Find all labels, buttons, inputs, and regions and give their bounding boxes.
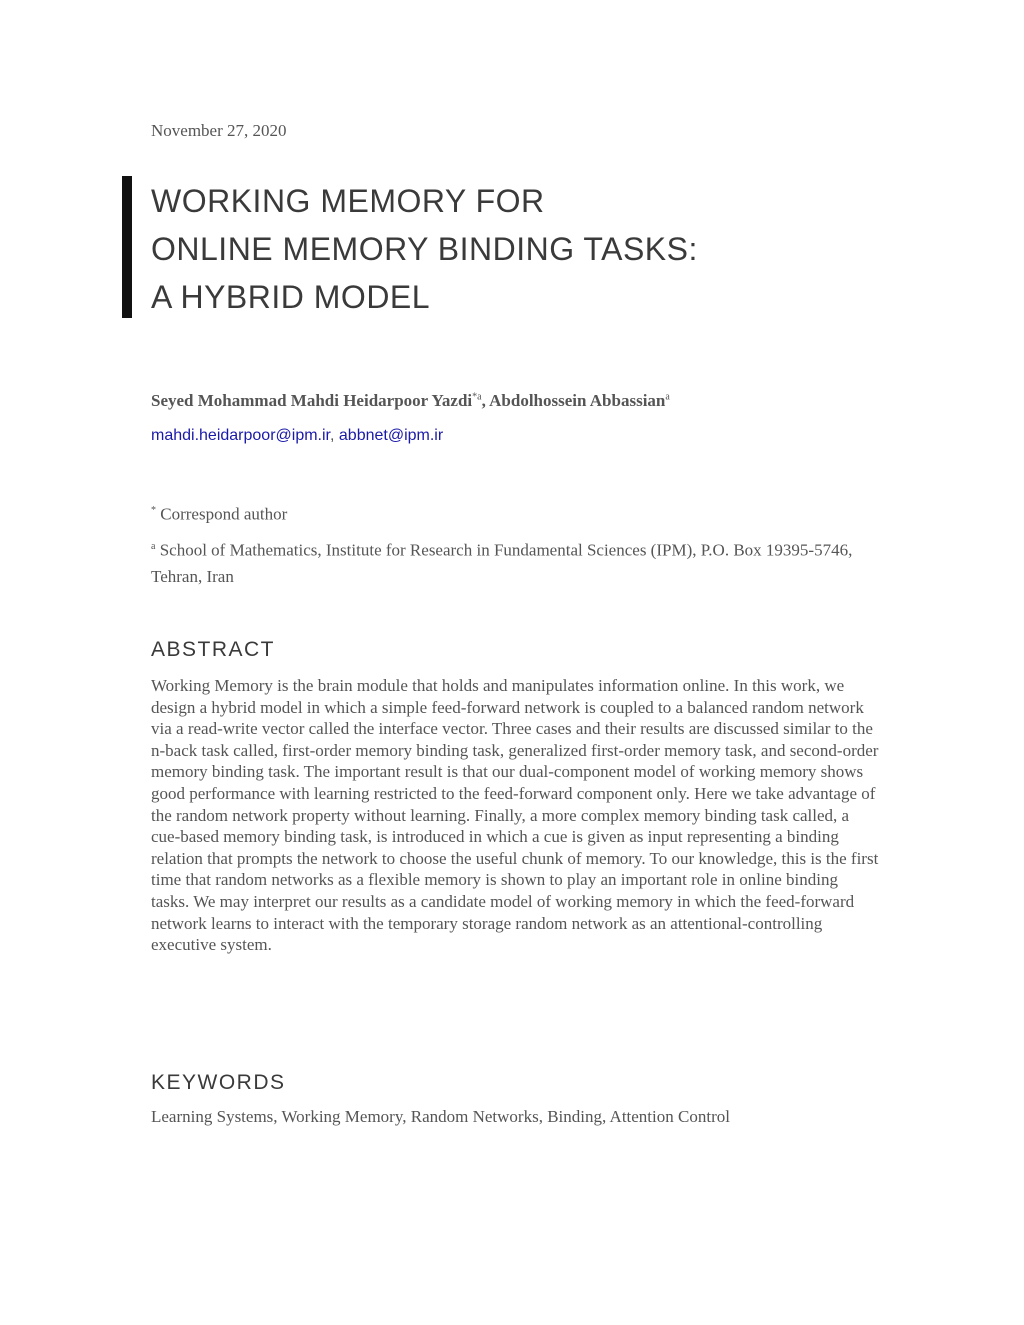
affiliation-mark: a bbox=[151, 541, 156, 552]
author-separator: , bbox=[481, 391, 490, 410]
title-line-2: ONLINE MEMORY BINDING TASKS: bbox=[151, 231, 698, 267]
abstract-body: Working Memory is the brain module that holds and manipulates information online. In this work, we design a hybrid model in which a simple feed-forward network is coupled to a balanced random network via a read-write vector called the interface vector. Three cases and their results are discussed similar to the n-back task called, first-order memory binding task, generalized first-order memory task, and second-order memory binding task. The important result is that our dual-component model of working memory shows good performance with learning restricted to the feed-forward component only. Here we take advantage of the random network property without learning. Finally, a more complex memory binding task called, a cue-based memory binding task, is introduced in which a cue is given as input representing a binding relation that prompts the network to choose the useful chunk of memory. To our knowledge, this is the first time that random networks as a flexible memory is shown to play an important role in online binding tasks. We may interpret our results as a candidate model of working memory in which the feed-forward network learns to interact with the temporary storage random network as an attentional-controlling executive system. bbox=[151, 676, 879, 955]
author-2: Abdolhossein Abbassian bbox=[489, 391, 666, 410]
title-line-1: WORKING MEMORY FOR bbox=[151, 183, 545, 219]
email-link-1[interactable]: mahdi.heidarpoor@ipm.ir bbox=[151, 427, 330, 444]
correspond-mark: * bbox=[151, 505, 156, 516]
email-link-2[interactable]: abbnet@ipm.ir bbox=[338, 427, 444, 444]
abstract-heading: ABSTRACT bbox=[151, 638, 276, 661]
author-2-marks: a bbox=[665, 391, 670, 403]
affiliation-note bbox=[151, 534, 871, 590]
keywords-heading: KEYWORDS bbox=[151, 1071, 286, 1094]
correspond-text: Correspond author bbox=[156, 504, 288, 524]
title-accent-bar bbox=[122, 176, 132, 318]
affiliation-text: School of Mathematics, Institute for Research in Fundamental Sciences (IPM), P.O. Box 19395-5746, Tehran, Iran bbox=[151, 540, 853, 586]
keywords-list: Learning Systems, Working Memory, Random Networks, Binding, Attention Control bbox=[151, 1107, 730, 1126]
title-line-3: A HYBRID MODEL bbox=[151, 279, 431, 315]
author-1: Seyed Mohammad Mahdi Heidarpoor Yazdi bbox=[151, 391, 473, 410]
paper-title bbox=[151, 177, 698, 321]
email-list bbox=[151, 427, 443, 445]
correspond-note bbox=[151, 498, 287, 528]
publication-date: November 27, 2020 bbox=[151, 121, 287, 140]
author-list bbox=[151, 391, 670, 411]
email-separator: , bbox=[330, 427, 339, 444]
author-1-marks: *a bbox=[472, 391, 482, 403]
